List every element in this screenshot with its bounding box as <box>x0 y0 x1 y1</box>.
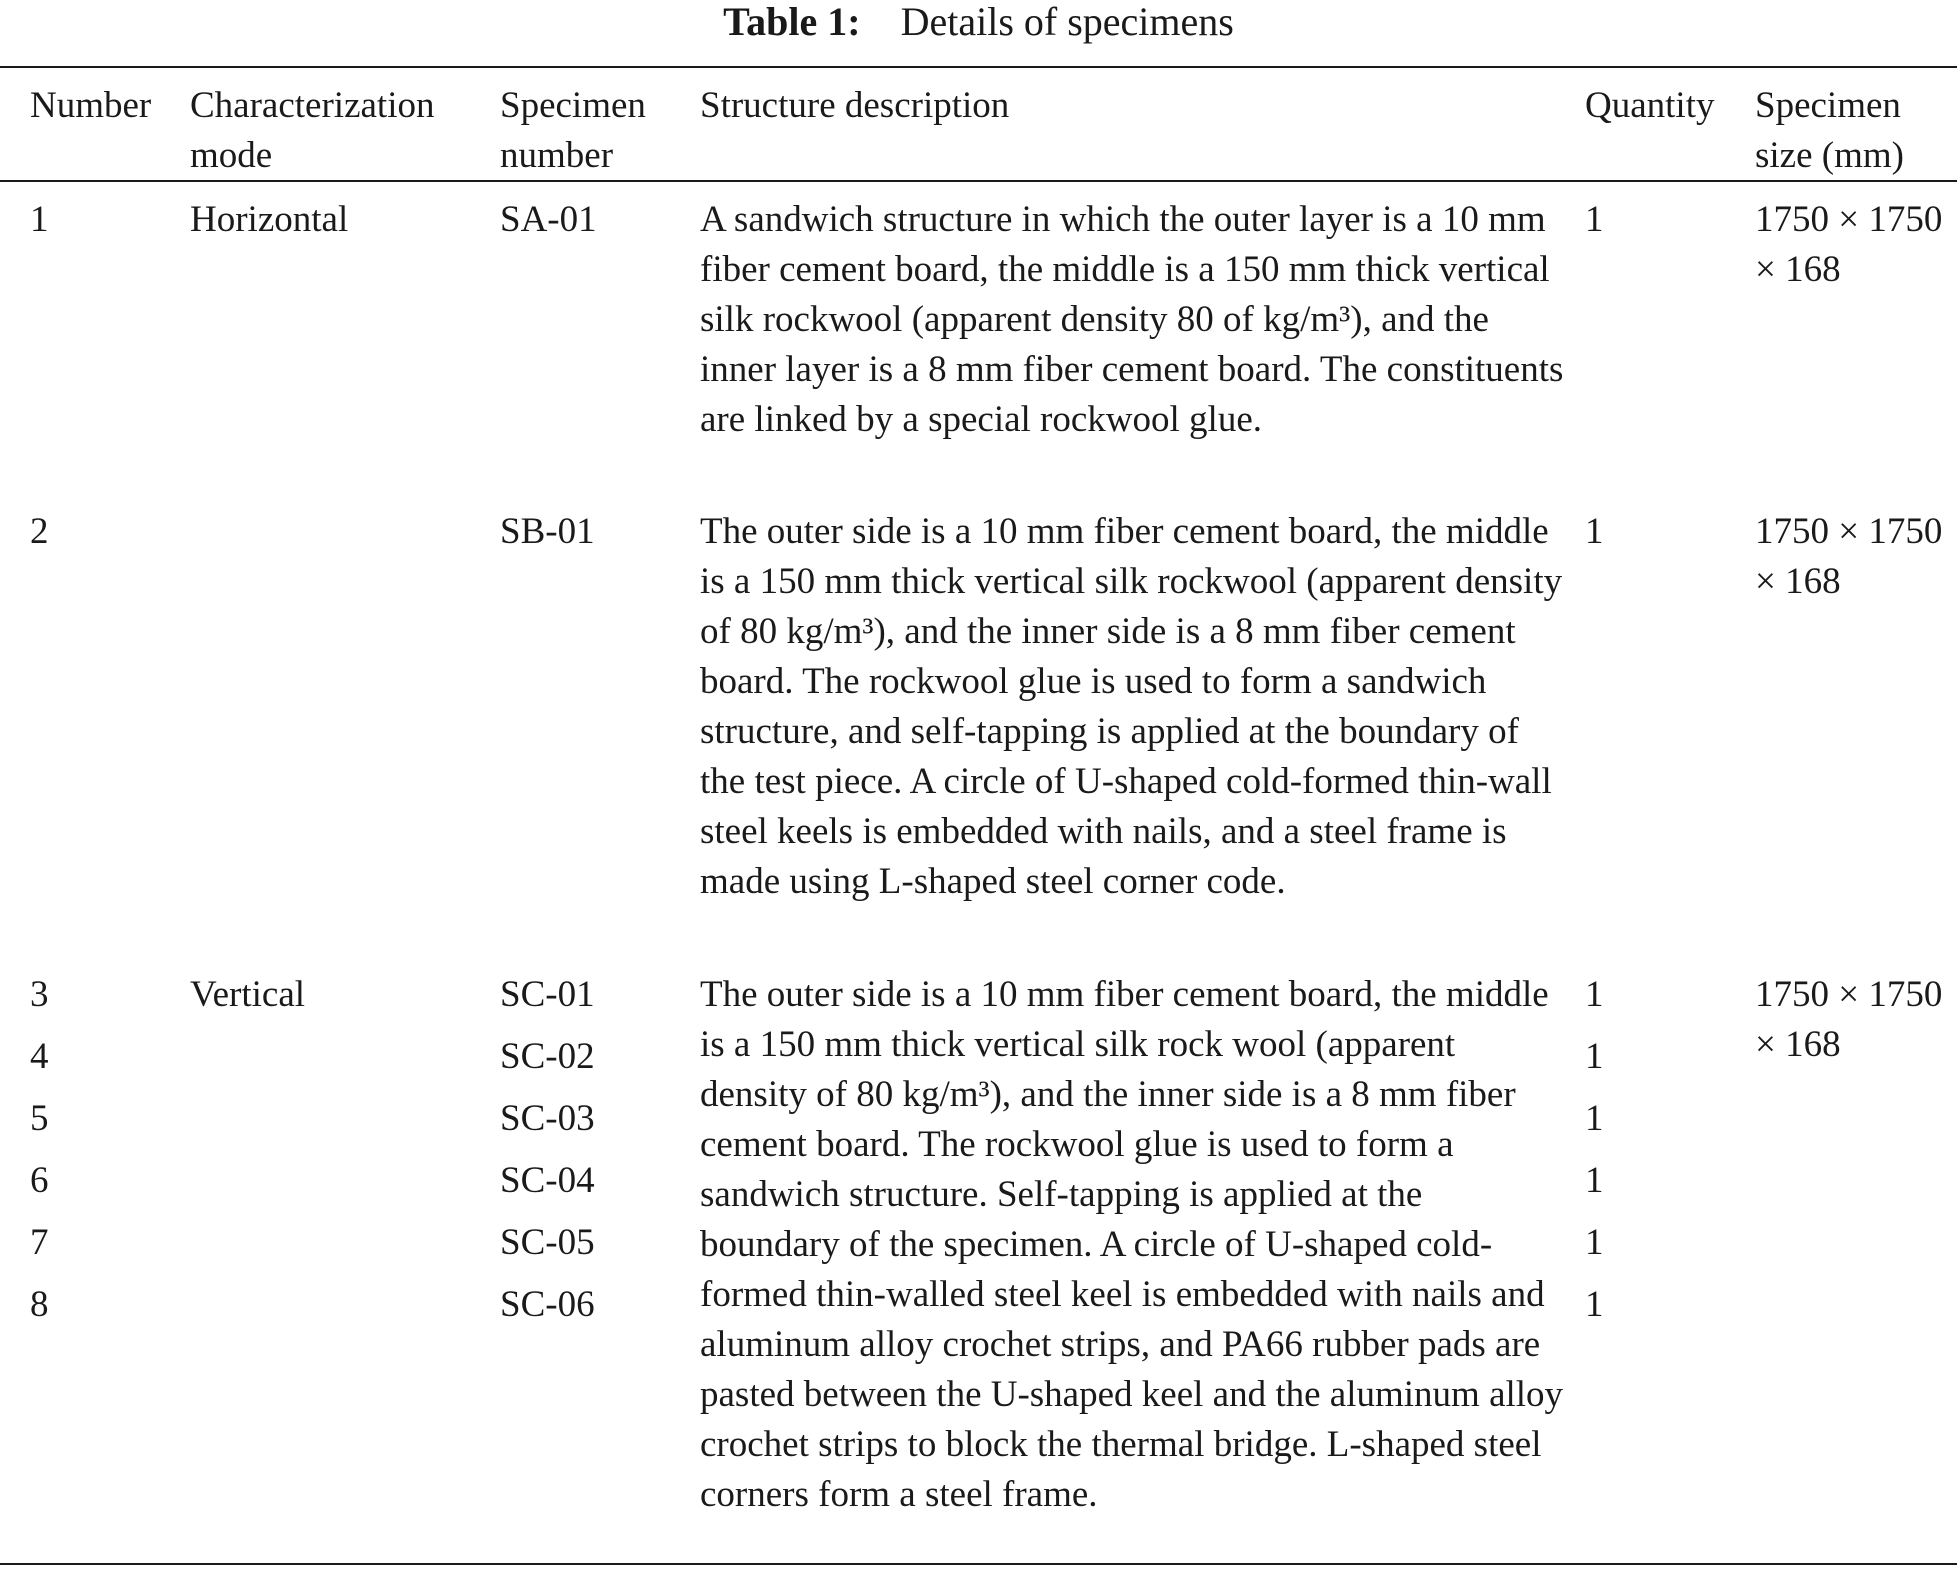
header-mode-line2: mode <box>190 135 273 176</box>
row-group-numbers <box>30 970 49 1342</box>
row8-specimen: SC-06 <box>500 1284 595 1325</box>
table-caption-spacer <box>871 0 891 44</box>
table-bottom-rule <box>0 1563 1957 1565</box>
table-caption-label: Table 1: <box>723 0 861 44</box>
row1-number: 1 <box>30 199 49 240</box>
table-header-rule <box>0 180 1957 182</box>
header-specimen-line2: number <box>500 135 614 176</box>
table-top-rule <box>0 66 1957 68</box>
table-caption <box>0 0 1957 44</box>
row6-quantity: 1 <box>1585 1160 1604 1201</box>
header-quantity: Quantity <box>1585 85 1715 126</box>
row1-specimen: SA-01 <box>500 199 597 240</box>
row4-number: 4 <box>30 1036 49 1077</box>
row5-quantity: 1 <box>1585 1098 1604 1139</box>
row7-specimen: SC-05 <box>500 1222 595 1263</box>
row8-number: 8 <box>30 1284 49 1325</box>
row3-specimen: SC-01 <box>500 974 595 1015</box>
row4-specimen: SC-02 <box>500 1036 595 1077</box>
row3-quantity: 1 <box>1585 974 1604 1015</box>
row2-number: 2 <box>30 511 49 552</box>
row6-number: 6 <box>30 1160 49 1201</box>
row2-specimen: SB-01 <box>500 511 595 552</box>
table-caption-title: Details of specimens <box>900 0 1234 44</box>
row5-number: 5 <box>30 1098 49 1139</box>
row6-specimen: SC-04 <box>500 1160 595 1201</box>
row1-mode: Horizontal <box>190 199 349 240</box>
header-number: Number <box>30 85 152 126</box>
row2-size: 1750 × 1750 × 168 <box>1755 511 1943 602</box>
row7-quantity: 1 <box>1585 1222 1604 1263</box>
row3-number: 3 <box>30 974 49 1015</box>
row-group-description: The outer side is a 10 mm fiber cement board, the middle is a 150 mm thick vertical silk rock wool (apparent density of 80 kg/m³), and the inner side is a 8 mm fiber cement board. The rockwool glue is used to form a sandwich structure. Self-tapping is applied at the boundary of the specimen. A circle of U-shaped cold-formed thin-walled steel keel is embedded with nails and aluminum alloy crochet strips, and PA66 rubber pads are pasted between the U-shaped keel and the aluminum alloy crochet strips to block the thermal bridge. L-shaped steel corners form a steel frame. <box>700 974 1564 1515</box>
row1-size: 1750 × 1750 × 168 <box>1755 199 1943 290</box>
row2-quantity: 1 <box>1585 511 1604 552</box>
row8-quantity: 1 <box>1585 1284 1604 1325</box>
row7-number: 7 <box>30 1222 49 1263</box>
row-group-size: 1750 × 1750 × 168 <box>1755 974 1943 1065</box>
header-specimen-line1: Specimen <box>500 85 646 126</box>
row5-specimen: SC-03 <box>500 1098 595 1139</box>
header-size-line1: Specimen <box>1755 85 1901 126</box>
row-group-mode: Vertical <box>190 974 306 1015</box>
header-size-line2: size (mm) <box>1755 135 1904 176</box>
row2-description: The outer side is a 10 mm fiber cement board, the middle is a 150 mm thick vertical silk rockwool (apparent density of 80 kg/m³), and the inner side is a 8 mm fiber cement board. The rockwool glue is used to form a sandwich structure, and self-tapping is applied at the boundary of the test piece. A circle of U-shaped cold-formed thin-wall steel keels is embedded with nails, and a steel frame is made using L-shaped steel corner code. <box>700 511 1563 902</box>
row1-quantity: 1 <box>1585 199 1604 240</box>
row-group-specimens <box>500 970 595 1342</box>
row4-quantity: 1 <box>1585 1036 1604 1077</box>
header-description: Structure description <box>700 85 1010 126</box>
header-mode-line1: Characterization <box>190 85 435 126</box>
row-group-quantities <box>1585 970 1604 1342</box>
row1-description: A sandwich structure in which the outer layer is a 10 mm fiber cement board, the middle is a 150 mm thick vertical silk rockwool (apparent density 80 of kg/m³), and the inner layer is a 8 mm fiber cement board. The constituents are linked by a special rockwool glue. <box>700 199 1564 440</box>
